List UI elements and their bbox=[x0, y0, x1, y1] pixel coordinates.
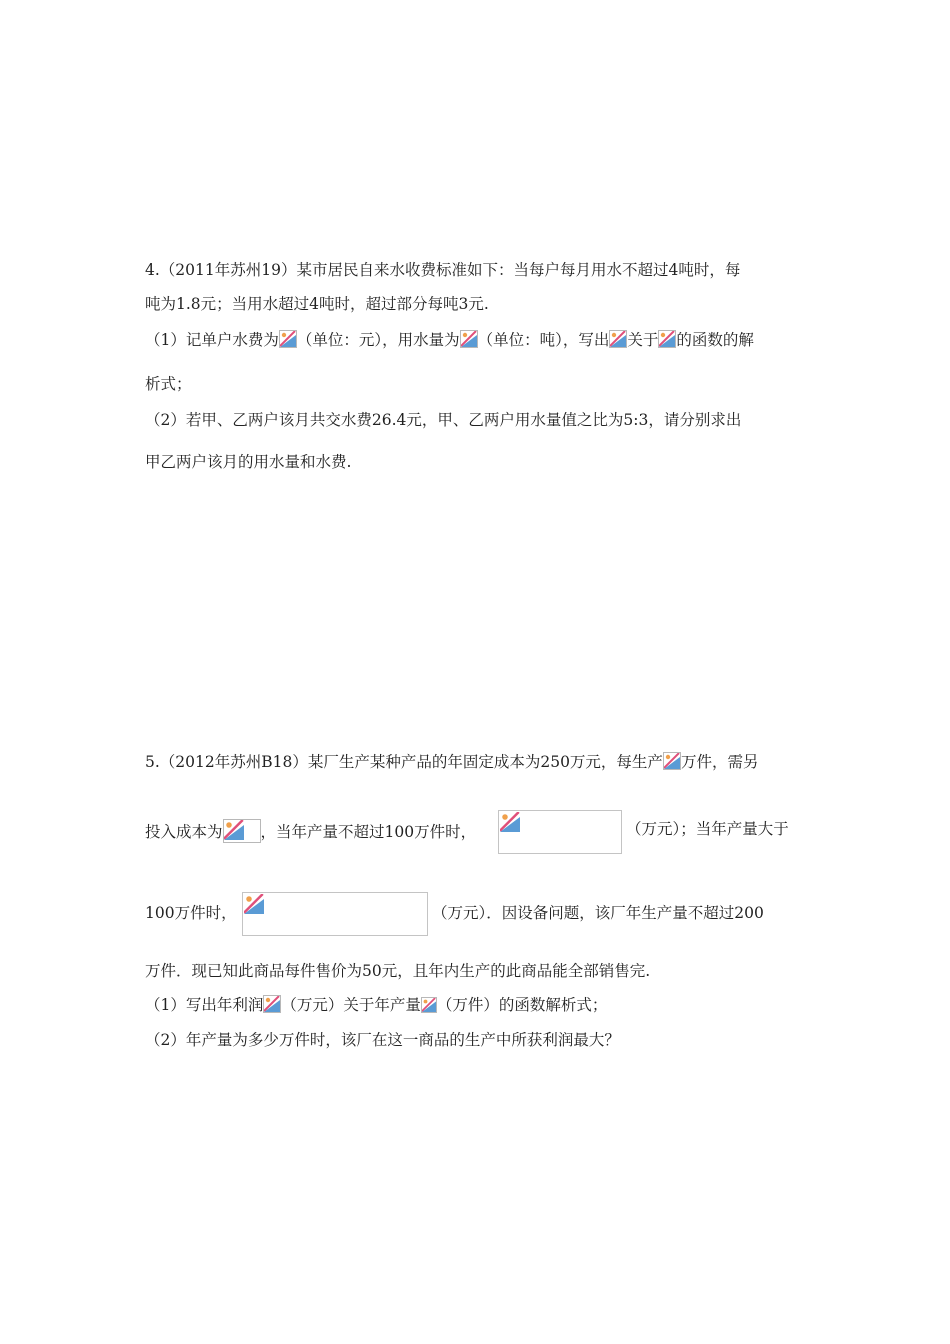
broken-image-icon bbox=[663, 752, 681, 770]
broken-image-icon bbox=[609, 330, 627, 348]
q5-line-2-tail: （万元）；当年产量大于 bbox=[626, 820, 789, 838]
q4-part2-line-2: 甲乙两户该月的用水量和水费. bbox=[145, 453, 352, 471]
broken-image-icon bbox=[279, 330, 297, 348]
formula-image-2 bbox=[242, 892, 428, 936]
q4-part2-line-1: （2）若甲、乙两户该月共交水费26.4元，甲、乙两户用水量值之比为5:3，请分别求出 bbox=[145, 411, 742, 429]
q5-line-4: 万件．现已知此商品每件售价为50元，且年内生产的此商品能全部销售完. bbox=[145, 962, 651, 980]
q4-part1-line-2: 析式； bbox=[145, 375, 192, 393]
q4-part1-line-1: （1）记单户水费为 （单位：元），用水量为 （单位：吨），写出 关于 的函数的解 bbox=[145, 331, 754, 349]
q4-line-2: 吨为1.8元；当用水超过4吨时，超过部分每吨3元. bbox=[145, 295, 489, 313]
q5-line-3: 100万件时， bbox=[145, 904, 237, 922]
broken-image-icon bbox=[658, 330, 676, 348]
q5-part2: （2）年产量为多少万件时，该厂在这一商品的生产中所获利润最大？ bbox=[145, 1031, 620, 1049]
q5-line-1: 5.（2012年苏州B18）某厂生产某种产品的年固定成本为250万元，每生产 万件，需另 bbox=[145, 753, 759, 771]
q4-line-1: 4.（2011年苏州19）某市居民自来水收费标准如下：当每户每月用水不超过4吨时，每 bbox=[145, 261, 741, 279]
q5-part1: （1）写出年利润 （万元）关于年产量 （万件）的函数解析式； bbox=[145, 996, 608, 1014]
q5-line-2: 投入成本为 ，当年产量不超过100万件时， bbox=[145, 819, 476, 843]
broken-image-icon bbox=[460, 330, 478, 348]
formula-image-1 bbox=[498, 810, 622, 854]
q5-line-3-tail: （万元）．因设备问题，该厂年生产量不超过200 bbox=[432, 904, 764, 922]
broken-image-icon bbox=[223, 819, 261, 843]
broken-image-icon bbox=[263, 995, 281, 1013]
broken-image-icon bbox=[421, 997, 437, 1013]
